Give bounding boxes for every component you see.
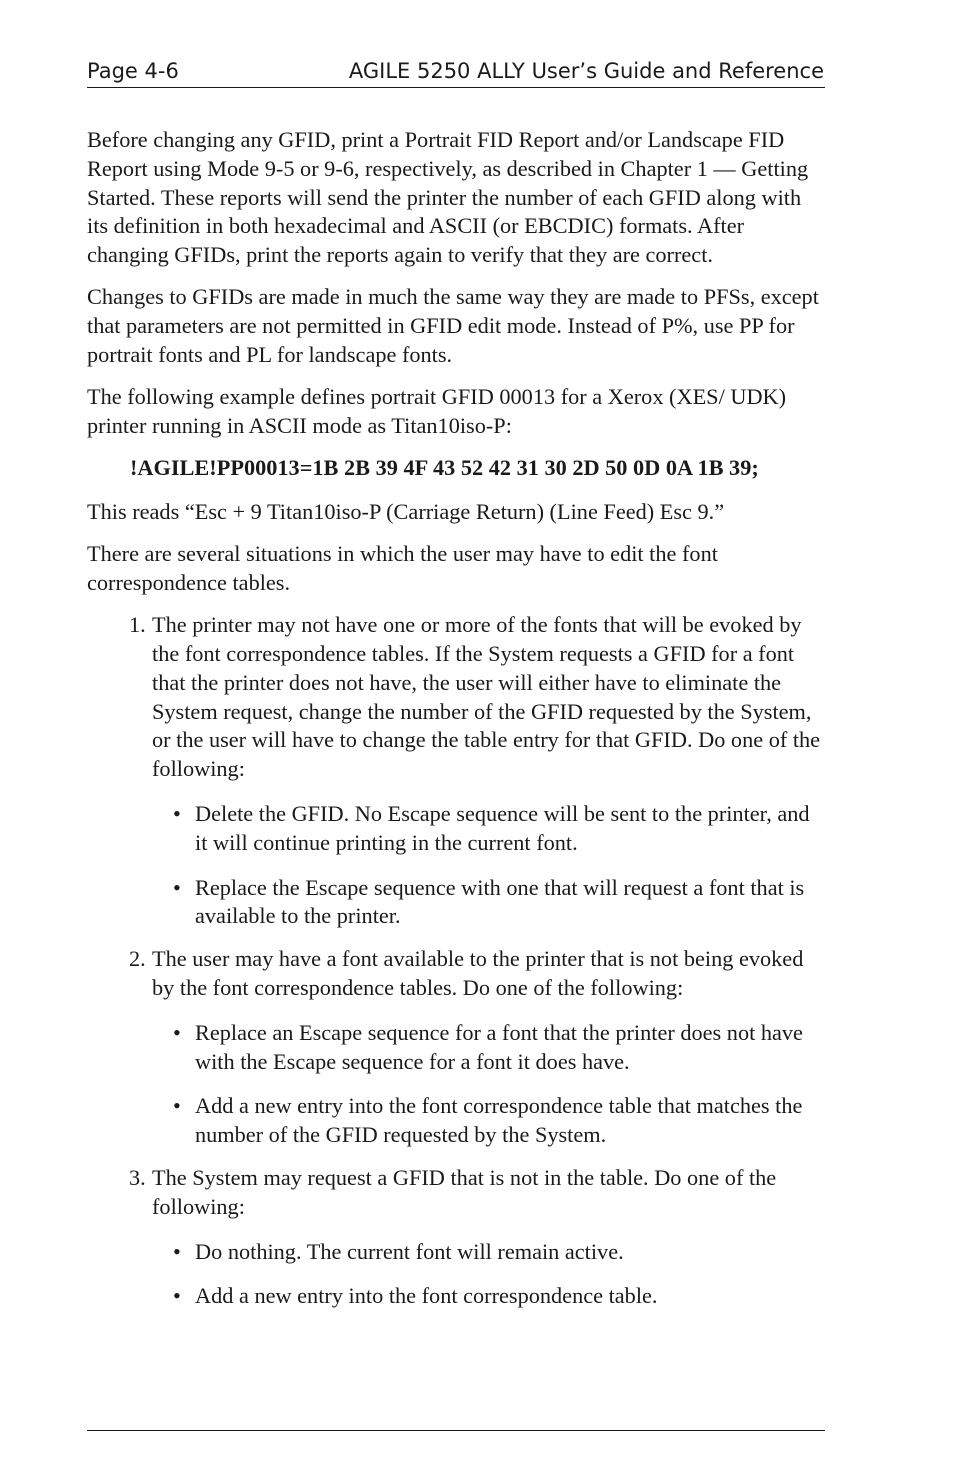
bullet-text: Add a new entry into the font correspondence table that matches the number of the GFID requested by the System. [195, 1093, 803, 1148]
bullet-item [152, 1238, 822, 1267]
list-item [87, 611, 822, 931]
paragraph-reads: This reads “Esc + 9 Titan10iso-P (Carriage Return) (Line Feed) Esc 9.” [87, 498, 725, 524]
page-header [87, 56, 825, 88]
bullet-text: Do nothing. The current font will remain active. [195, 1238, 624, 1264]
page-body [87, 126, 822, 1325]
list-item-text: The printer may not have one or more of the fonts that will be evoked by the font correspondence tables. If the System requests a GFID for a font that the printer does not have, the user will either have to eliminate the System request, change the number of the GFID requested by the System, or the user will have to change the table entry for that GFID. Do one of the following: [152, 612, 821, 782]
list-item [87, 1164, 822, 1311]
bullet-text: Delete the GFID. No Escape sequence will be sent to the printer, and it will continue printing in the current font. [195, 800, 810, 855]
bullet-item [152, 800, 822, 858]
page-number: Page 4-6 [87, 59, 179, 83]
paragraph-example-intro: The following example defines portrait GFID 00013 for a Xerox (XES/ UDK) printer running in ASCII mode as Titan10iso-P: [87, 384, 787, 439]
list-number: 1. [129, 612, 146, 638]
bullet-text: Replace the Escape sequence with one that will request a font that is available to the printer. [195, 874, 805, 929]
bullet-icon: • [173, 874, 181, 900]
bullet-list [152, 800, 822, 931]
bullet-icon: • [173, 1283, 181, 1309]
footer-rule [87, 1430, 825, 1431]
bullet-icon: • [173, 1238, 181, 1264]
paragraph-fid-report: Before changing any GFID, print a Portrait FID Report and/or Landscape FID Report using Mode 9-5 or 9-6, respectively, as described in Chapter 1 — Getting Started. These reports will send the printer the number of each GFID along with its definition in both hexadecimal and ASCII (or EBCDIC) formats. After changing GFIDs, print the reports again to verify that they are correct. [87, 127, 809, 268]
document-title: AGILE 5250 ALLY User’s Guide and Reference [348, 59, 824, 83]
list-number: 2. [129, 946, 146, 972]
list-number: 3. [129, 1164, 146, 1190]
bullet-list [152, 1019, 822, 1150]
list-item-text: The user may have a font available to the printer that is not being evoked by the font correspondence tables. Do one of the following: [152, 946, 804, 1000]
list-item-text: The System may request a GFID that is not in the table. Do one of the following: [152, 1164, 777, 1219]
bullet-icon: • [173, 1093, 181, 1119]
bullet-item [152, 1282, 822, 1311]
paragraph-situations: There are several situations in which the user may have to edit the font correspondence tables. [87, 541, 718, 595]
bullet-item [152, 874, 822, 932]
list-item [87, 945, 822, 1150]
bullet-list [152, 1238, 822, 1312]
bullet-icon: • [173, 800, 181, 826]
paragraph-gfid-changes: Changes to GFIDs are made in much the same way they are made to PFSs, except that parameters are not permitted in GFID edit mode. Instead of P%, use PP for portrait fonts and PL for landscape fonts. [87, 284, 819, 368]
bullet-item [152, 1019, 822, 1077]
bullet-icon: • [173, 1019, 181, 1045]
numbered-list [87, 611, 822, 1311]
code-example: !AGILE!PP00013=1B 2B 39 4F 43 52 42 31 30 2D 50 0D 0A 1B 39; [130, 455, 759, 481]
bullet-item [152, 1092, 822, 1150]
bullet-text: Replace an Escape sequence for a font that the printer does not have with the Escape sequence for a font it does have. [195, 1019, 803, 1074]
bullet-text: Add a new entry into the font correspondence table. [195, 1283, 658, 1309]
